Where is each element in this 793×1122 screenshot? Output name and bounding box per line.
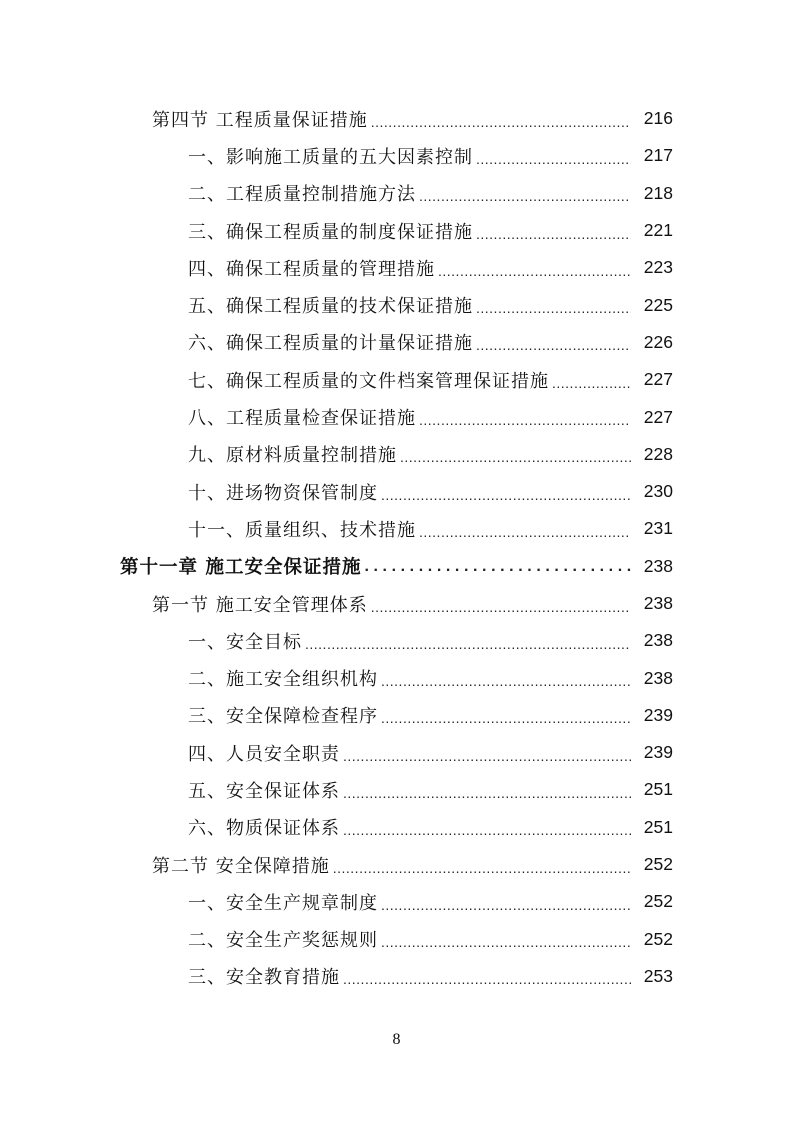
toc-entry-title: 三、确保工程质量的制度保证措施 [188,221,473,243]
toc-entry-title: 一、影响施工质量的五大因素控制 [188,146,473,168]
toc-entry[interactable] [0,958,793,995]
toc-entry-title: 一、安全生产规章制度 [188,892,378,914]
toc-entry-page: 221 [643,220,673,241]
toc-entry-page: 216 [643,108,673,129]
toc-entry-title: 三、安全教育措施 [188,967,340,989]
toc-entry[interactable] [0,510,793,547]
toc-entry-title: 二、施工安全组织机构 [188,669,378,691]
toc-entry-page: 251 [643,816,673,837]
table-of-contents [0,100,793,995]
toc-entry-page: 253 [643,965,673,986]
toc-entry-title: 九、原材料质量控制措施 [188,445,397,467]
dot-leader [419,188,631,204]
toc-entry-title: 第二节 安全保障措施 [152,855,330,877]
toc-entry[interactable] [0,436,793,473]
toc-entry[interactable] [0,809,793,846]
dot-leader [400,449,631,465]
toc-entry-page: 239 [643,742,673,763]
toc-entry[interactable] [0,585,793,622]
dot-leader [476,337,631,353]
toc-entry[interactable] [0,361,793,398]
toc-entry-page: 230 [643,481,673,502]
toc-entry-page: 218 [643,182,673,203]
toc-entry[interactable] [0,771,793,808]
toc-entry-page: 252 [643,928,673,949]
toc-entry-title: 四、人员安全职责 [188,743,340,765]
dot-leader [305,636,631,652]
toc-entry-page: 227 [643,406,673,427]
dot-leader [343,822,631,838]
toc-entry-page: 231 [643,518,673,539]
dot-leader [364,558,631,576]
dot-leader [381,487,631,503]
toc-entry[interactable] [0,324,793,361]
dot-leader [476,151,631,167]
toc-entry-page: 238 [643,630,673,651]
dot-leader [343,971,631,987]
dot-leader [381,710,631,726]
toc-entry[interactable] [0,249,793,286]
toc-entry[interactable] [0,659,793,696]
toc-entry-page: 239 [643,704,673,725]
toc-entry-title: 一、安全目标 [188,631,302,653]
toc-entry-title: 第四节 工程质量保证措施 [152,109,368,131]
toc-entry-title: 十一、质量组织、技术措施 [188,519,416,541]
toc-entry[interactable] [0,398,793,435]
toc-entry[interactable] [0,473,793,510]
dot-leader [476,226,631,242]
toc-entry-title: 五、确保工程质量的技术保证措施 [188,296,473,318]
toc-entry[interactable] [0,175,793,212]
toc-entry[interactable] [0,100,793,137]
dot-leader [476,300,631,316]
dot-leader [343,748,631,764]
toc-entry-page: 223 [643,257,673,278]
toc-entry-page: 217 [643,145,673,166]
toc-entry-title: 三、安全保障检查程序 [188,706,378,728]
toc-entry-page: 238 [643,555,673,576]
toc-entry-title: 八、工程质量检查保证措施 [188,408,416,430]
toc-entry[interactable] [0,921,793,958]
dot-leader [552,375,631,391]
toc-entry-page: 251 [643,779,673,800]
toc-entry-title: 六、确保工程质量的计量保证措施 [188,333,473,355]
toc-entry[interactable] [0,846,793,883]
toc-entry[interactable] [0,137,793,174]
toc-entry-page: 252 [643,891,673,912]
toc-entry-page: 238 [643,667,673,688]
dot-leader [371,599,631,615]
toc-entry[interactable] [0,734,793,771]
toc-entry-title: 四、确保工程质量的管理措施 [188,258,435,280]
toc-entry-title: 第十一章 施工安全保证措施 [120,557,362,579]
toc-entry-title: 六、物质保证体系 [188,818,340,840]
toc-entry-page: 252 [643,854,673,875]
toc-entry[interactable] [0,697,793,734]
toc-entry-page: 225 [643,294,673,315]
toc-entry[interactable] [0,883,793,920]
toc-chapter-entry[interactable] [0,548,793,585]
toc-entry[interactable] [0,286,793,323]
toc-entry-title: 二、工程质量控制措施方法 [188,184,416,206]
toc-entry-page: 238 [643,593,673,613]
toc-entry-page: 227 [643,369,673,390]
toc-entry-title: 二、安全生产奖惩规则 [188,930,378,952]
dot-leader [371,114,631,130]
page-number: 8 [392,1031,401,1048]
dot-leader [438,263,631,279]
dot-leader [381,934,631,950]
toc-entry-title: 七、确保工程质量的文件档案管理保证措施 [188,370,549,392]
toc-entry-title: 五、安全保证体系 [188,780,340,802]
dot-leader [381,673,631,689]
toc-entry-page: 228 [643,443,673,464]
dot-leader [333,860,631,876]
dot-leader [419,412,631,428]
dot-leader [419,524,631,540]
dot-leader [343,785,631,801]
toc-entry[interactable] [0,622,793,659]
toc-entry[interactable] [0,212,793,249]
toc-entry-page: 226 [643,331,673,352]
toc-entry-title: 第一节 施工安全管理体系 [152,594,368,616]
dot-leader [381,897,631,913]
toc-entry-title: 十、进场物资保管制度 [188,482,378,504]
